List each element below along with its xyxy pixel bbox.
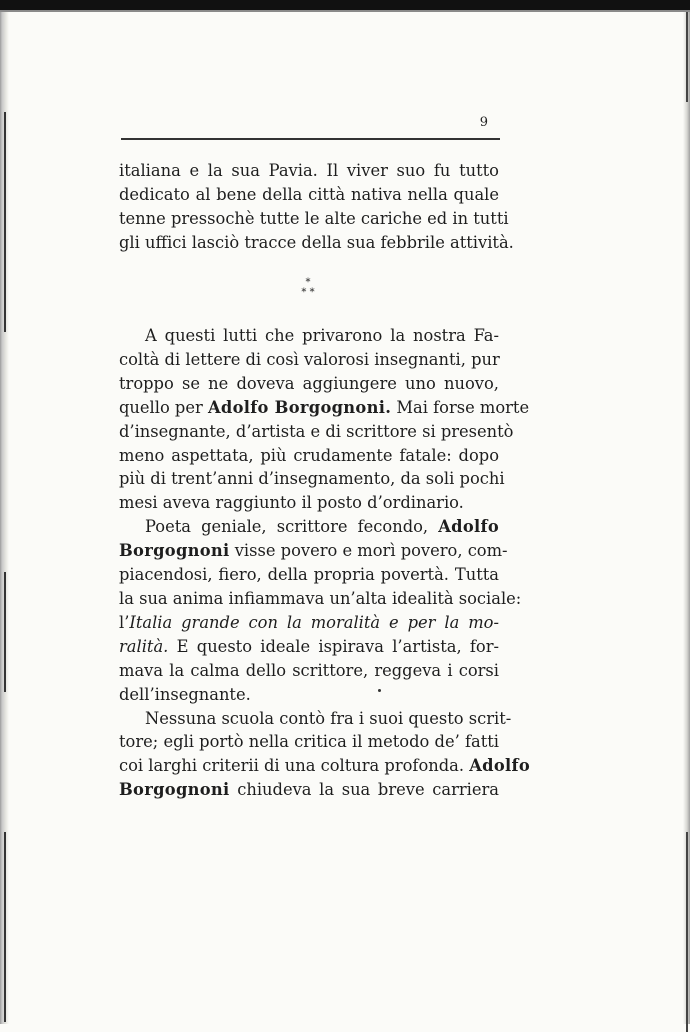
page-left-edge bbox=[0, 12, 9, 1024]
page-number: 9 bbox=[479, 115, 488, 130]
page-right-edge bbox=[683, 12, 690, 1024]
text-line: mesi aveva raggiunto il posto d’ordinario. bbox=[119, 493, 464, 513]
text-line: la sua anima infiammava un’alta idealità sociale: bbox=[119, 588, 522, 608]
text-line: d’insegnante, d’artista e di scrittore si presentò bbox=[119, 421, 514, 441]
italic-quote: ralità. bbox=[119, 636, 169, 656]
binding-line bbox=[4, 572, 6, 692]
paragraph-1 bbox=[119, 159, 514, 255]
text-line bbox=[119, 611, 499, 635]
text-line: A questi lutti che privarono la nostra Fa- bbox=[145, 326, 499, 345]
text-line: piacendosi, fiero, della propria povertà. Tutta bbox=[119, 565, 499, 585]
asterism-top: * bbox=[305, 277, 311, 288]
binding-line bbox=[4, 112, 6, 332]
text-line bbox=[119, 515, 499, 539]
text-segment: Mai forse morte bbox=[396, 397, 530, 417]
asterism-separator bbox=[290, 278, 326, 302]
text-line: italiana e la sua Pavia. Il viver suo fu tutto bbox=[119, 161, 499, 180]
text-line: meno aspettata, più crudamente fatale: dopo bbox=[119, 445, 499, 465]
text-line: mava la calma dello scrittore, reggeva i corsi bbox=[119, 660, 499, 680]
author-name: Adolfo bbox=[469, 756, 530, 776]
author-name: Borgognoni bbox=[119, 780, 230, 800]
text-line: Nessuna scuola contò fra i suoi questo scrit- bbox=[145, 708, 512, 728]
author-name: Adolfo bbox=[438, 517, 499, 537]
text-segment: coi larghi criterii di una coltura profonda. bbox=[119, 756, 465, 776]
page-top-edge-shadow bbox=[0, 10, 690, 12]
text-line bbox=[119, 635, 499, 659]
text-line: dell’insegnante. bbox=[119, 684, 251, 704]
text-line: tore; egli portò nella critica il metodo de’ fatti bbox=[119, 732, 499, 752]
text-line: tenne pressochè tutte le alte cariche ed in tutti bbox=[119, 208, 509, 228]
text-segment: E questo ideale ispirava l’artista, for- bbox=[176, 636, 499, 656]
text-line: troppo se ne doveva aggiungere uno nuovo, bbox=[119, 373, 499, 393]
text-line: dedicato al bene della città nativa nella quale bbox=[119, 184, 499, 204]
header-rule bbox=[121, 138, 500, 140]
binding-line bbox=[4, 832, 6, 1022]
text-segment: chiudeva la sua breve carriera bbox=[237, 780, 499, 800]
text-line bbox=[119, 396, 530, 420]
text-segment: Poeta geniale, scrittore fecondo, bbox=[145, 517, 429, 537]
text-line bbox=[119, 754, 530, 778]
text-line bbox=[119, 539, 508, 563]
text-segment: l’ bbox=[119, 612, 130, 632]
text-segment: visse povero e morì povero, com- bbox=[234, 541, 508, 561]
page-top-edge bbox=[0, 0, 690, 10]
author-name: Borgognoni bbox=[119, 541, 230, 561]
italic-quote: Italia grande con la moralità e per la mo- bbox=[129, 612, 499, 632]
body-text bbox=[119, 324, 530, 802]
text-line: più di trent’anni d’insegnamento, da soli pochi bbox=[119, 469, 505, 489]
ink-speck bbox=[378, 689, 381, 692]
text-line bbox=[119, 778, 499, 802]
binding-line bbox=[686, 832, 688, 1032]
text-line: coltà di lettere di così valorosi insegnanti, pur bbox=[119, 349, 500, 369]
asterism-bottom: * * bbox=[301, 287, 315, 298]
text-line: gli uffici lasciò tracce della sua febbrile attività. bbox=[119, 232, 514, 252]
author-name: Adolfo Borgognoni. bbox=[207, 397, 392, 417]
binding-line bbox=[686, 12, 688, 102]
text-segment: quello per bbox=[119, 397, 203, 417]
